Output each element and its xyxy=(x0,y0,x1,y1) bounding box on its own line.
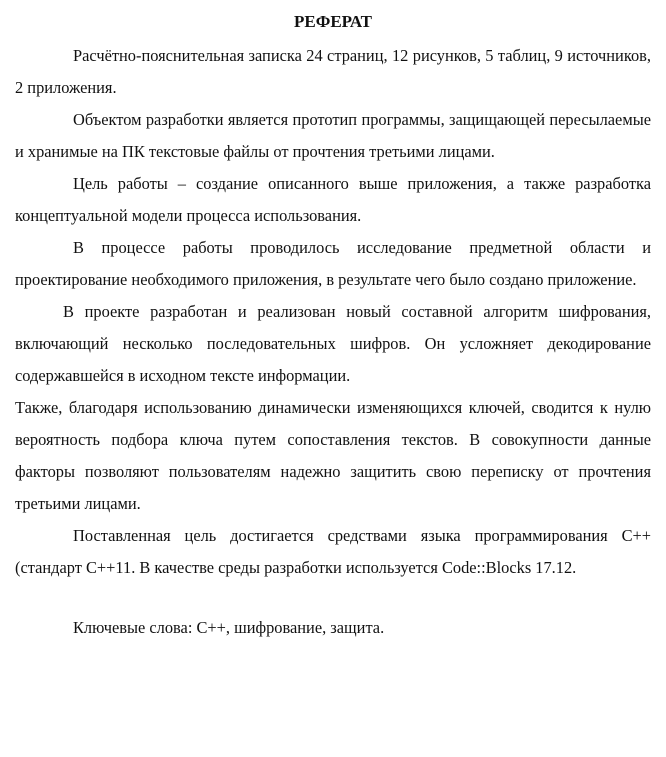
paragraph-process: В процессе работы проводилось исследование предметной области и проектирование необходимого приложения, в результате чего было создано приложение. xyxy=(15,238,651,289)
spacer xyxy=(15,584,651,612)
paragraph-goal: Цель работы – создание описанного выше приложения, а также разработка концептуальной модели процесса использования. xyxy=(15,174,651,225)
paragraph-summary: Расчётно-пояснительная записка 24 страниц, 12 рисунков, 5 таблиц, 9 источников, 2 приложения. xyxy=(15,46,651,97)
paragraph-means: Поставленная цель достигается средствами языка программирования C++ (стандарт C++11. В качестве среды разработки используется Code::Blocks 17.12. xyxy=(15,526,651,577)
document-page xyxy=(15,8,651,644)
paragraph-object: Объектом разработки является прототип программы, защищающей пересылаемые и хранимые на ПК текстовые файлы от прочтения третьими лицами. xyxy=(15,110,651,161)
document-title: РЕФЕРАТ xyxy=(294,12,372,31)
paragraph-keys: Также, благодаря использованию динамически изменяющихся ключей, сводится к нулю вероятность подбора ключа путем сопоставления текстов. В совокупности данные факторы позволяют пользователям надежно защитить свою переписку от прочтения третьими лицами. xyxy=(15,398,651,513)
paragraph-algorithm: В проекте разработан и реализован новый составной алгоритм шифрования, включающий несколько последовательных шифров. Он усложняет декодирование содержавшейся в исходном тексте информации. xyxy=(15,302,651,385)
keywords-line: Ключевые слова: C++, шифрование, защита. xyxy=(73,618,385,637)
